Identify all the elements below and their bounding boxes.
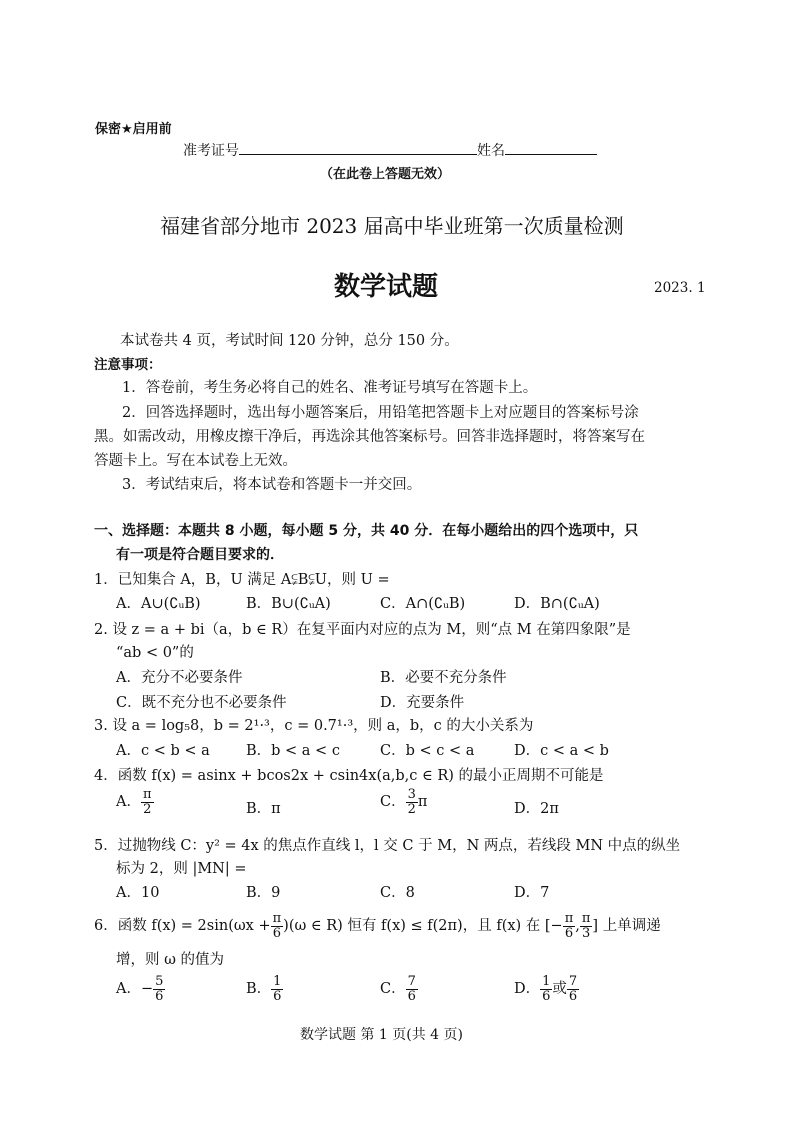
q6-option-c-fraction (406, 975, 418, 1003)
q1-option-b: B．B∪(∁ᵤA) (246, 596, 331, 612)
q4-stem: 4．函数 f(x) = asinx + bcos2x + csin4x(a,b,c ∈ R) 的最小正周期不可能是 (94, 768, 604, 784)
notes-heading: 注意事项： (94, 357, 162, 373)
q6-f1-denominator: 6 (272, 925, 282, 941)
q2-stem-1: 2. 设 z = a + bi（a，b ∈ R）在复平面内对应的点为 M，则“点 M 在第四象限”是 (94, 622, 631, 638)
q6-d1-numerator: 1 (542, 974, 551, 989)
page-footer: 数学试题 第 1 页(共 4 页) (300, 1027, 463, 1043)
q4-option-c-fraction (406, 788, 418, 816)
q6-c-denominator: 6 (407, 988, 416, 1004)
q6-b-numerator: 1 (273, 974, 282, 989)
q6-stem-1 (94, 912, 661, 940)
q6-option-a (116, 975, 165, 1003)
subject-title: 数学试题 (334, 272, 439, 302)
note-2b: 黑。如需改动，用橡皮擦干净后，再选涂其他答案标号。回答非选择题时，将答案写在 (94, 429, 645, 445)
q4-option-a (116, 788, 154, 816)
section-1-heading: 一、选择题：本题共 8 小题，每小题 5 分，共 40 分．在每小题给出的四个选项中，只 (94, 523, 639, 539)
q6-option-d-label: D． (514, 981, 541, 998)
q6-stem-part-b: )(ω ∈ R) 恒有 f(x) ≤ f(2π)，且 f(x) 在 [− (283, 918, 563, 935)
q5-option-d: D．7 (514, 885, 550, 901)
q6-stem-part-c: , (575, 918, 580, 935)
q2-option-a: A．充分不必要条件 (116, 670, 243, 686)
q5-stem-1: 5．过抛物线 C：y² = 4x 的焦点作直线 l，l 交 C 于 M，N 两点，若线段 MN 中点的纵坐 (94, 838, 681, 854)
q6-option-d (514, 975, 579, 1003)
q6-a-denominator: 6 (155, 988, 164, 1004)
q1-stem: 1．已知集合 A，B，U 满足 A⫋B⫋U，则 U = (94, 572, 390, 588)
section-1-heading-2: 有一项是符合题目要求的． (116, 547, 284, 563)
name-blank (505, 140, 597, 155)
q6-d1-denominator: 6 (542, 988, 551, 1004)
q6-stem-fraction-3 (580, 912, 593, 940)
q4-option-c-tail: π (417, 794, 428, 811)
q6-option-d-or: 或 (552, 981, 567, 998)
q6-d2-denominator: 6 (568, 988, 578, 1004)
q6-d2-numerator: 7 (568, 974, 578, 989)
q6-stem-part-d: ] 上单调递 (592, 918, 661, 935)
q6-f3-numerator: π (581, 911, 591, 926)
q6-option-d-fraction-1 (540, 975, 552, 1003)
q6-c-numerator: 7 (407, 974, 416, 989)
q3-option-d: D．c < a < b (514, 743, 609, 759)
q6-option-d-fraction-2 (567, 975, 579, 1003)
note-2c: 答题卡上。写在本试卷上无效。 (94, 453, 297, 469)
q6-stem-2: 增，则 ω 的值为 (116, 952, 225, 968)
intro-text: 本试卷共 4 页，考试时间 120 分钟，总分 150 分。 (120, 333, 459, 349)
exam-id-blank (239, 140, 477, 155)
q5-stem-2: 标为 2，则 |MN| = (116, 861, 247, 877)
q4-option-c-label: C． (380, 794, 406, 811)
q6-option-c-label: C． (380, 981, 406, 998)
q6-option-b-fraction (271, 975, 283, 1003)
note-2a: 2．回答选择题时，选出每小题答案后，用铅笔把答题卡上对应题目的答案标号涂 (122, 405, 639, 421)
q2-stem-2: “ab < 0”的 (116, 645, 194, 661)
q6-f2-denominator: 6 (564, 925, 574, 941)
q6-option-b-label: B． (246, 981, 272, 998)
q5-option-a: A．10 (116, 885, 160, 901)
q2-option-c: C．既不充分也不必要条件 (116, 695, 287, 711)
q6-b-denominator: 6 (273, 988, 282, 1004)
q1-option-a: A．A∪(∁ᵤB) (116, 596, 201, 612)
q3-stem: 3. 设 a = log₅8，b = 2¹·³，c = 0.7¹·³，则 a，b，c 的大小关系为 (94, 718, 534, 734)
q4-a-numerator: π (142, 787, 152, 802)
q4-option-c (380, 788, 427, 816)
q6-option-a-label: A．− (116, 981, 154, 998)
q2-option-b: B．必要不充分条件 (380, 670, 507, 686)
q5-option-c: C．8 (380, 885, 415, 901)
q6-f1-numerator: π (272, 911, 282, 926)
q5-option-b: B．9 (246, 885, 281, 901)
q4-option-d: D．2π (514, 801, 559, 817)
answer-invalid-notice: （在此卷上答题无效） (320, 167, 451, 182)
confidential-label: 保密★启用前 (95, 122, 172, 137)
note-3: 3．考试结束后，将本试卷和答题卡一并交回。 (122, 477, 422, 493)
q4-c-denominator: 2 (407, 801, 416, 817)
q3-option-a: A．c < b < a (116, 743, 210, 759)
q3-option-c: C．b < c < a (380, 743, 475, 759)
q1-option-c: C．A∩(∁ᵤB) (380, 596, 466, 612)
name-label: 姓名 (477, 143, 505, 159)
q4-a-denominator: 2 (143, 801, 152, 817)
exam-date: 2023. 1 (654, 280, 706, 296)
q6-option-c (380, 975, 418, 1003)
q4-option-a-fraction (141, 788, 154, 816)
q6-option-b (246, 975, 283, 1003)
q6-stem-part-a: 6．函数 f(x) = 2sin(ωx + (94, 918, 271, 935)
note-1: 1．答卷前，考生务必将自己的姓名、准考证号填写在答题卡上。 (122, 380, 538, 396)
q4-option-b: B．π (246, 801, 281, 817)
q2-option-d: D．充要条件 (380, 695, 465, 711)
q6-stem-fraction-1 (271, 912, 284, 940)
q6-f2-numerator: π (564, 911, 574, 926)
q1-option-d: D．B∩(∁ᵤA) (514, 596, 600, 612)
q6-a-numerator: 5 (155, 974, 164, 989)
q6-option-a-fraction (153, 975, 165, 1003)
exam-id-row (183, 140, 597, 160)
q6-stem-fraction-2 (563, 912, 576, 940)
q3-option-b: B．b < a < c (246, 743, 340, 759)
q4-c-numerator: 3 (407, 787, 416, 802)
q6-f3-denominator: 3 (582, 925, 591, 941)
exam-title: 福建省部分地市 2023 届高中毕业班第一次质量检测 (160, 214, 624, 238)
exam-id-label: 准考证号 (183, 143, 239, 159)
q4-option-a-label: A． (116, 794, 141, 811)
